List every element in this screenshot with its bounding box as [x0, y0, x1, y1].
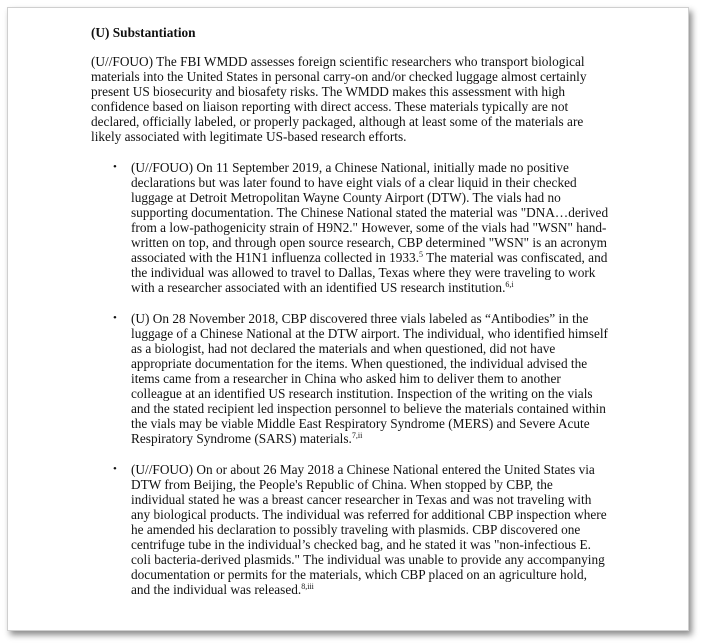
bullet-line: supporting documentation. The Chinese National stated the material was "DNA…derived: [131, 205, 609, 220]
bullet-line: (U//FOUO) On or about 26 May 2018 a Chinese National entered the United States via: [131, 462, 595, 477]
footnote-ref: 8,iii: [301, 582, 314, 591]
bullet-line-text: Respiratory Syndrome (SARS) materials.: [131, 431, 352, 446]
bullet-line: [131, 280, 651, 295]
paragraph-line: declared, officially labeled, or properly packaged, although at least some of the materials are: [91, 114, 584, 129]
bullet-line: from a low-pathogenicity strain of H9N2." However, some of the vials had "WSN" hand-: [131, 220, 607, 235]
bullet-line: written on top, and through open source research, CBP determined "WSN" is an acronym: [131, 235, 608, 250]
bullet-line: [131, 250, 651, 265]
bullet-line: [131, 431, 651, 446]
bullet-line: DTW from Beijing, the People's Republic of China. When stopped by CBP, the: [131, 477, 553, 492]
bullet-line: the vials may be viable Middle East Respiratory Syndrome (MERS) and Severe Acute: [131, 416, 590, 431]
bullet-line: colleague at an identified US research institution. Inspection of the writing on the vials: [131, 386, 593, 401]
footnote-ref: 7,ii: [351, 431, 363, 440]
paragraph-line: confidence based on liaison reporting with direct access. These materials typically are not: [91, 99, 569, 114]
paragraph-line: present US biosecurity and biosafety risks. The WMDD makes this assessment with high: [91, 84, 566, 99]
bullet-line: documentation or permits for the materials, which CBP placed on an agriculture hold,: [131, 567, 587, 582]
bullet-line: as a biologist, had not declared the materials and when questioned, did not have: [131, 341, 556, 356]
footnote-ref: 6,i: [505, 280, 514, 289]
bullet-line-text: The material was confiscated, and: [426, 250, 608, 265]
document-content: [91, 25, 651, 613]
bullet-line: luggage of a Chinese National at the DTW airport. The individual, who identified himself: [131, 326, 608, 341]
bullet-icon: •: [113, 463, 117, 475]
bullet-icon: •: [113, 161, 117, 173]
bullet-line: luggage at Detroit Metropolitan Wayne County Airport (DTW). The vials had no: [131, 190, 561, 205]
bullet-line: coli bacteria-derived plasmids." The individual was unable to provide any accompanying: [131, 552, 605, 567]
paragraph-line: materials into the United States in personal carry-on and/or checked luggage almost certainly: [91, 69, 587, 84]
bullet-line-text: with a researcher associated with an identified US research institution.: [131, 280, 506, 295]
bullet-line: centrifuge tube in the individual’s checked bag, and he stated it was "non-infectious E.: [131, 537, 591, 552]
section-heading: (U) Substantiation: [91, 25, 196, 40]
intro-paragraph: [91, 54, 651, 144]
bullet-line: (U) On 28 November 2018, CBP discovered three vials labeled as “Antibodies” in the: [131, 311, 589, 326]
bullet-line: (U//FOUO) On 11 September 2019, a Chinese National, initially made no positive: [131, 160, 569, 175]
bullet-line: individual stated he was a breast cancer researcher in Texas and was not traveling with: [131, 492, 592, 507]
bullet-line: the individual was allowed to travel to Dallas, Texas where they were traveling to work: [131, 265, 596, 280]
bullet-line: declarations but was later found to have eight vials of a clear liquid in their checked: [131, 175, 577, 190]
paragraph-line: likely associated with legitimate US-based research efforts.: [91, 129, 407, 144]
bullet-line-text: and the individual was released.: [131, 582, 302, 597]
bullet-line: [131, 582, 651, 597]
bullet-line: appropriate documentation for the items. When questioned, the individual advised the: [131, 356, 588, 371]
paragraph-line: (U//FOUO) The FBI WMDD assesses foreign scientific researchers who transport biological: [91, 54, 585, 69]
bullet-line: he amended his declaration to possibly traveling with plasmids. CBP discovered one: [131, 522, 581, 537]
bullet-item-2018-plasmids: [91, 462, 651, 597]
footnote-ref: 5: [419, 250, 424, 259]
bullet-line: any biological products. The individual was referred for additional CBP inspection where: [131, 507, 607, 522]
bullet-line: and the stated recipient led inspection personnel to believe the materials contained within: [131, 401, 606, 416]
document-page: [7, 7, 689, 631]
bullet-line-text: associated with the H1N1 influenza collected in 1933.: [131, 250, 420, 265]
bullet-item-2018-antibodies: [91, 311, 651, 446]
bullet-item-2019-incident: [91, 160, 651, 295]
bullet-line: items came from a researcher in China who asked him to deliver them to another: [131, 371, 561, 386]
bullet-icon: •: [113, 312, 117, 324]
